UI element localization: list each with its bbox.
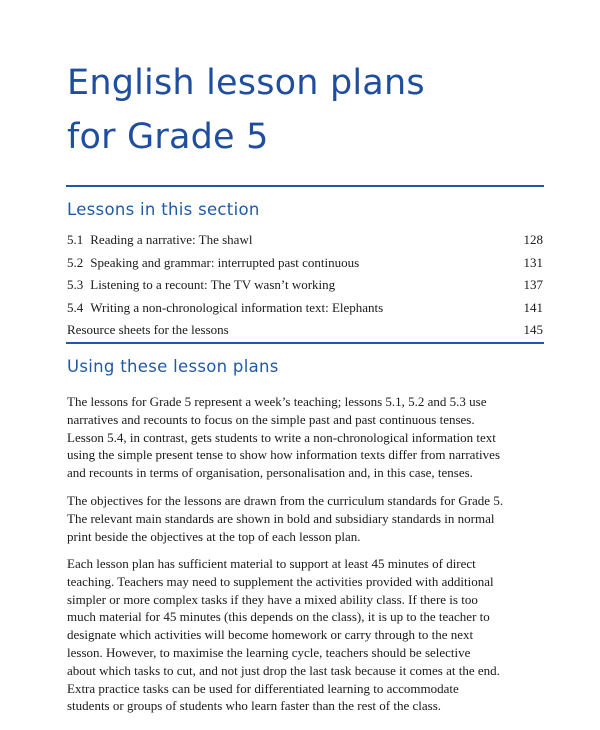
text-line: much material for 45 minutes (this depends on the class), it is up to the teacher to: [67, 609, 490, 625]
toc-entry-number: 5.1: [67, 232, 84, 247]
toc-entry[interactable]: [67, 229, 543, 252]
toc-entry-label: Resource sheets for the lessons: [67, 322, 229, 337]
text-line: simpler or more complex tasks if they have a mixed ability class. If there is too: [67, 591, 478, 607]
text-line: lesson. However, to maximise the learning cycle, teachers should be selective: [67, 644, 471, 660]
table-of-contents: [67, 229, 543, 342]
section-divider: [66, 185, 544, 187]
toc-entry-page: 137: [523, 277, 543, 292]
toc-entry[interactable]: [67, 274, 543, 297]
toc-entry-page: 128: [523, 232, 543, 247]
title-line: for Grade 5: [67, 117, 269, 157]
toc-entry-label: Reading a narrative: The shawl: [90, 232, 253, 247]
text-line: teaching. Teachers may need to supplement the activities provided with additional: [67, 573, 494, 589]
toc-entry-title: [67, 274, 335, 297]
body-paragraph: [67, 393, 547, 482]
toc-entry-title: [67, 297, 383, 320]
body-paragraph: [67, 555, 547, 715]
text-line: Each lesson plan has sufficient material to support at least 45 minutes of direct: [67, 556, 476, 571]
using-heading: Using these lesson plans: [67, 357, 279, 376]
toc-entry-label: Writing a non-chronological information text: Elephants: [90, 299, 384, 315]
title-line: English lesson plans: [67, 63, 425, 103]
text-line: The lessons for Grade 5 represent a week’s teaching; lessons 5.1, 5.2 and 5.3 use: [67, 394, 487, 409]
page-title: [67, 56, 547, 164]
text-line: using the simple present tense to show how information texts differ from narratives: [67, 447, 500, 463]
text-line: print beside the objectives at the top of each lesson plan.: [67, 528, 361, 544]
toc-entry-title: [67, 229, 252, 252]
toc-entry-number: 5.4: [67, 299, 84, 315]
toc-entry-label: Listening to a recount: The TV wasn’t working: [90, 277, 336, 292]
toc-entry-title: [67, 319, 229, 342]
text-line: The objectives for the lessons are drawn from the curriculum standards for Grade 5.: [67, 493, 504, 508]
text-line: designate which activities will become homework or carry through to the next: [67, 627, 474, 643]
toc-entry-page: 131: [523, 254, 543, 270]
toc-entry[interactable]: [67, 252, 543, 275]
text-line: Extra practice tasks can be used for differentiated learning to accommodate: [67, 680, 459, 696]
toc-entry-page: 141: [523, 299, 543, 315]
toc-entry[interactable]: [67, 297, 543, 320]
text-line: narratives and recounts to focus on the simple past and past continuous tenses.: [67, 411, 475, 427]
toc-entry-title: [67, 252, 359, 275]
toc-entry-page: 145: [523, 322, 543, 337]
text-line: The relevant main standards are shown in bold and subsidiary standards in normal: [67, 510, 495, 526]
text-line: about which tasks to cut, and not just drop the last task because it comes at the end.: [67, 662, 500, 678]
text-line: and recounts in terms of organisation, personalisation and, in this case, tenses.: [67, 465, 473, 481]
text-line: Lesson 5.4, in contrast, gets students to write a non-chronological information text: [67, 429, 496, 445]
toc-entry-number: 5.3: [67, 277, 84, 292]
toc-entry[interactable]: [67, 319, 543, 342]
body-paragraph: [67, 492, 547, 545]
toc-entry-label: Speaking and grammar: interrupted past continuous: [90, 254, 360, 270]
text-line: students or groups of students who learn faster than the rest of the class.: [67, 698, 442, 714]
toc-entry-number: 5.2: [67, 254, 84, 270]
lessons-heading: Lessons in this section: [67, 200, 260, 219]
section-divider: [66, 342, 544, 344]
